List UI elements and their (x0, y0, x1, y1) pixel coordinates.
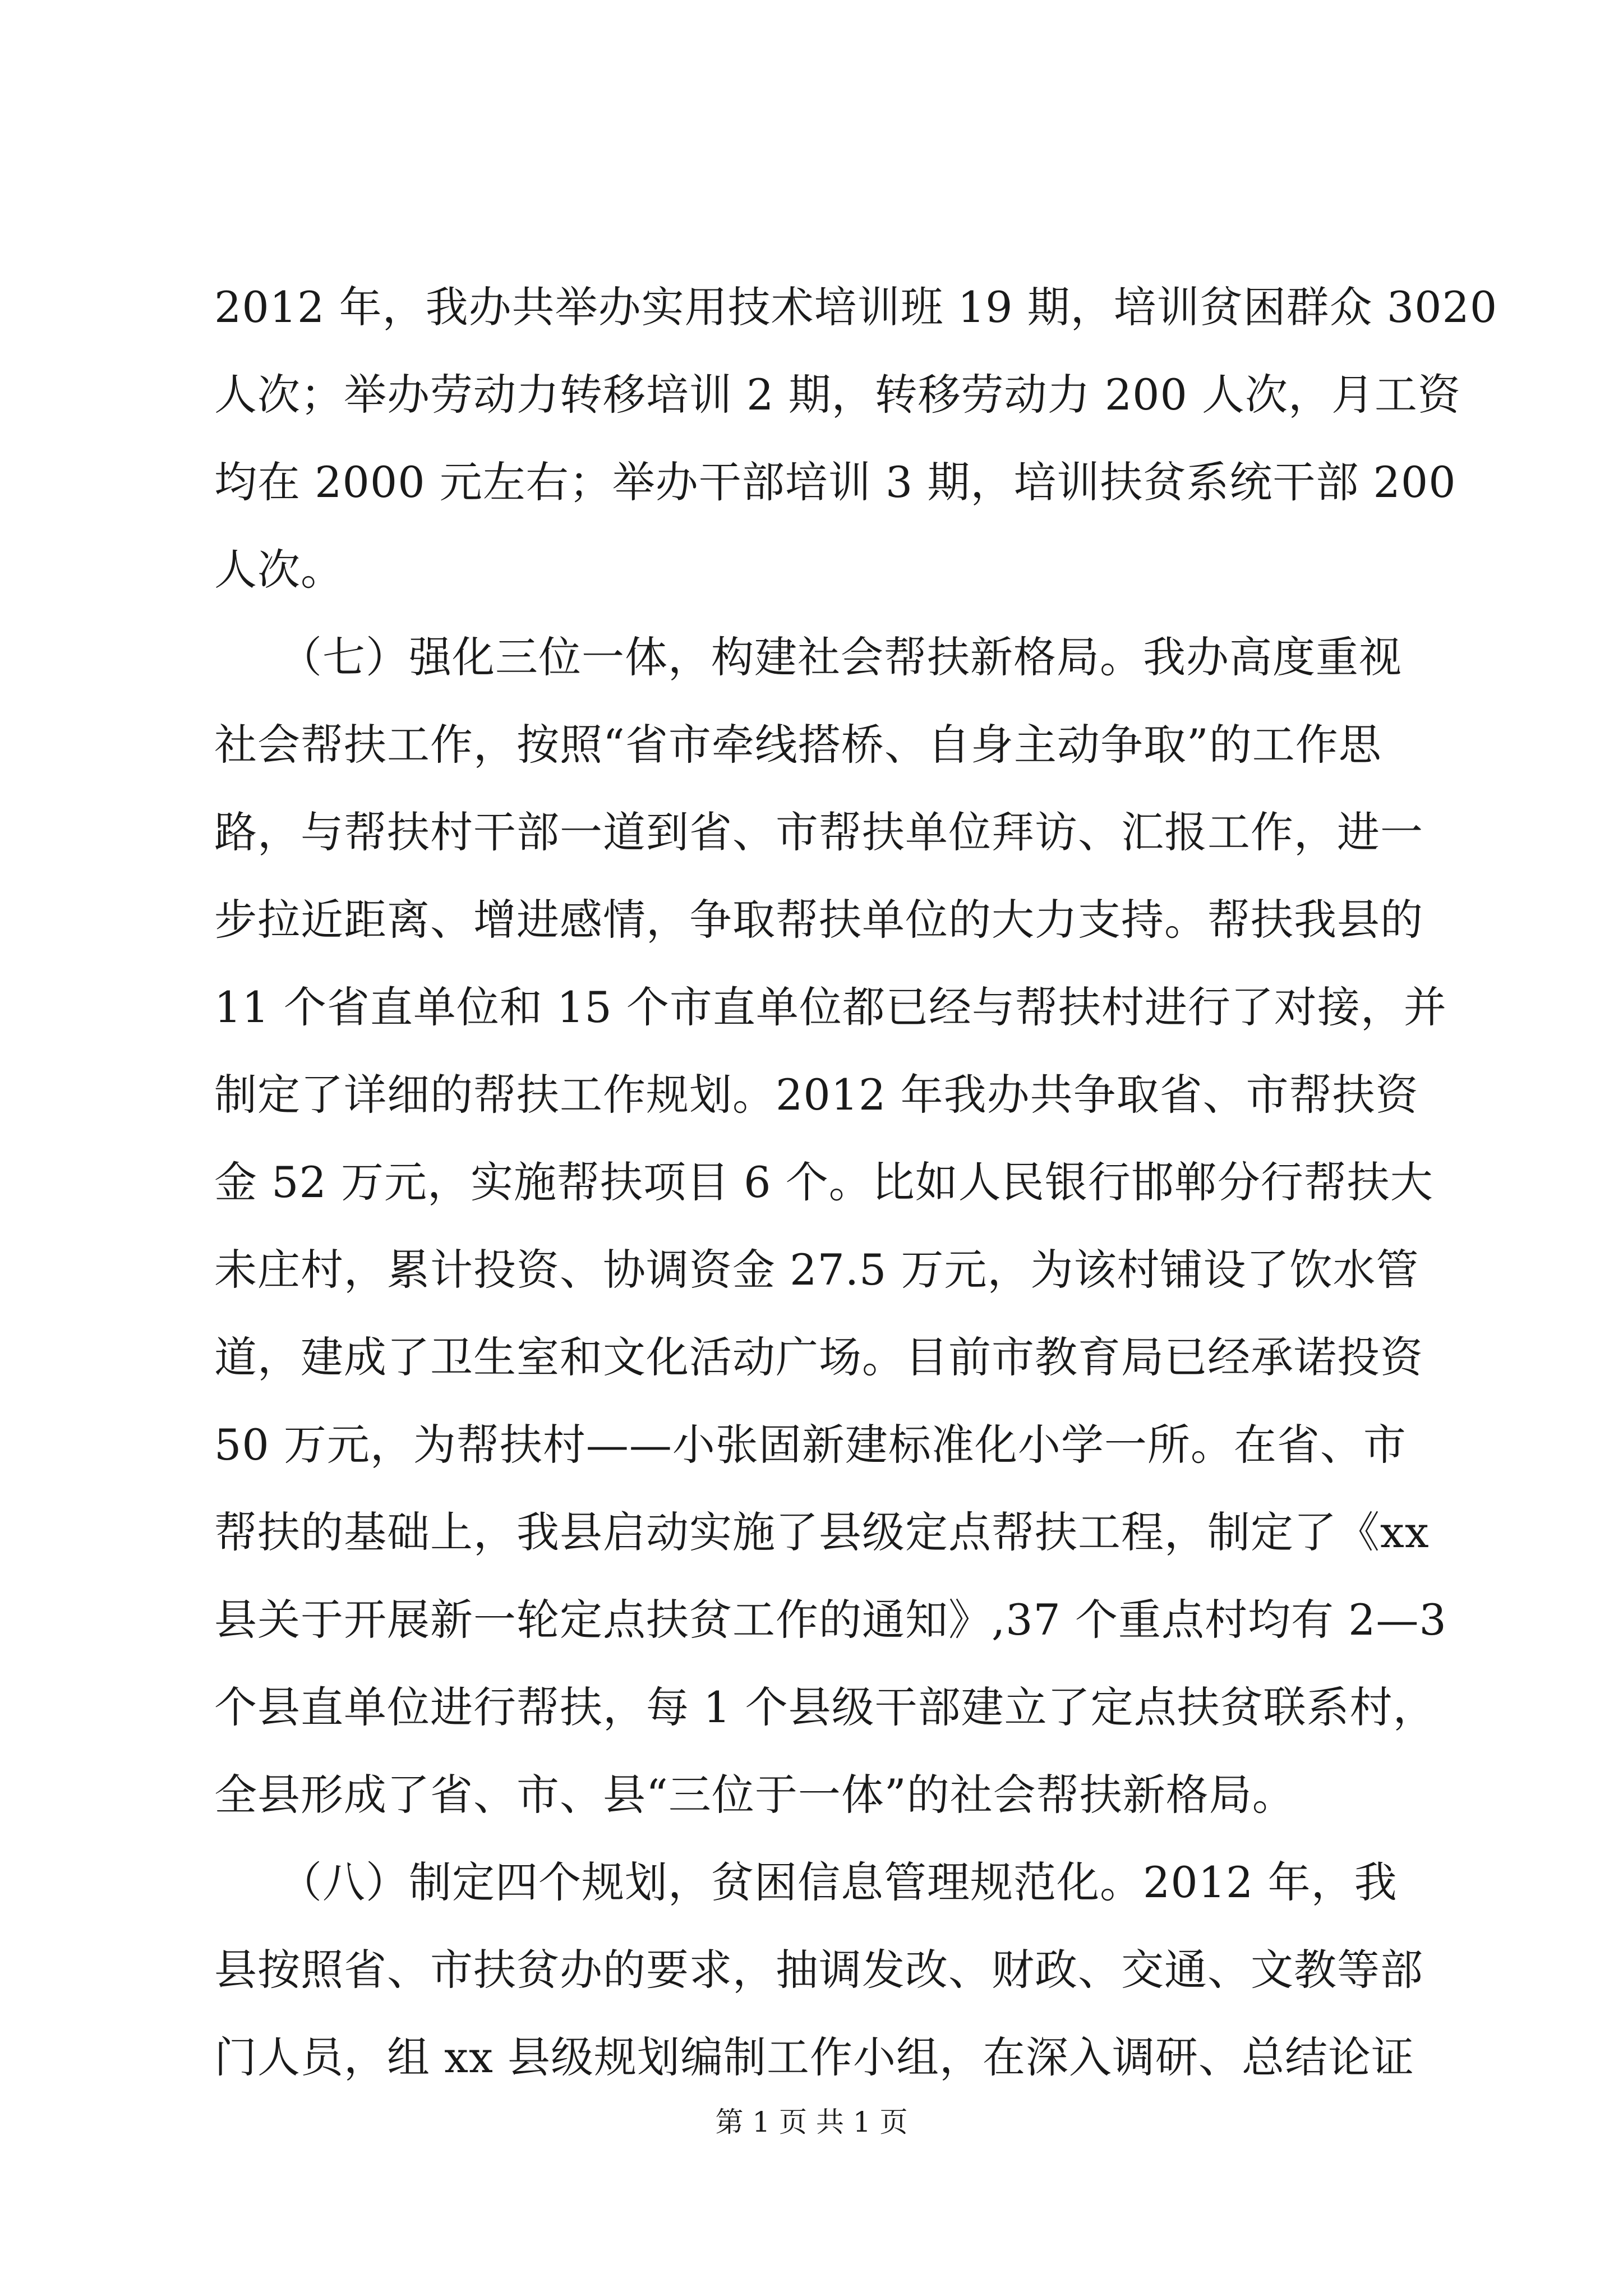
text-line: 2012 年，我办共举办实用技术培训班 19 期，培训贫困群众 3020 (214, 282, 1498, 332)
text-line: 11 个省直单位和 15 个市直单位都已经与帮扶村进行了对接，并 (214, 982, 1447, 1032)
text-line: 社会帮扶工作，按照“省市牵线搭桥、自身主动争取”的工作思 (214, 720, 1382, 770)
section-heading-line: （八）制定四个规划，贫困信息管理规范化。2012 年，我 (214, 1857, 1398, 1907)
text-line: 全县形成了省、市、县“三位于一体”的社会帮扶新格局。 (214, 1770, 1295, 1820)
page-footer: 第 1 页 共 1 页 (715, 2106, 908, 2138)
text-line: 制定了详细的帮扶工作规划。2012 年我办共争取省、市帮扶资 (214, 1070, 1419, 1120)
text-line: 个县直单位进行帮扶，每 1 个县级干部建立了定点扶贫联系村， (214, 1682, 1436, 1732)
text-line: 步拉近距离、增进感情，争取帮扶单位的大力支持。帮扶我县的 (214, 895, 1423, 945)
document-body (214, 264, 1498, 2101)
text-line: 均在 2000 元左右；举办干部培训 3 期，培训扶贫系统干部 200 (214, 457, 1456, 507)
text-line: 人次；举办劳动力转移培训 2 期，转移劳动力 200 人次，月工资 (214, 370, 1461, 420)
section-heading-line: （七）强化三位一体，构建社会帮扶新格局。我办高度重视 (214, 632, 1402, 682)
text-line: 县按照省、市扶贫办的要求，抽调发改、财政、交通、文教等部 (214, 1945, 1423, 1995)
text-line: 50 万元，为帮扶村——小张固新建标准化小学一所。在省、市 (214, 1420, 1407, 1470)
text-line: 门人员，组 xx 县级规划编制工作小组，在深入调研、总结论证 (214, 2032, 1415, 2082)
text-line: 路，与帮扶村干部一道到省、市帮扶单位拜访、汇报工作，进一 (214, 807, 1423, 857)
text-line: 金 52 万元，实施帮扶项目 6 个。比如人民银行邯郸分行帮扶大 (214, 1157, 1433, 1207)
text-line: 道，建成了卫生室和文化活动广场。目前市教育局已经承诺投资 (214, 1332, 1423, 1382)
text-line: 县关于开展新一轮定点扶贫工作的通知》,37 个重点村均有 2—3 (214, 1595, 1447, 1645)
text-line: 人次。 (214, 545, 344, 595)
text-line: 未庄村，累计投资、协调资金 27.5 万元，为该村铺设了饮水管 (214, 1245, 1419, 1295)
text-line: 帮扶的基础上，我县启动实施了县级定点帮扶工程，制定了《xx (214, 1507, 1430, 1557)
